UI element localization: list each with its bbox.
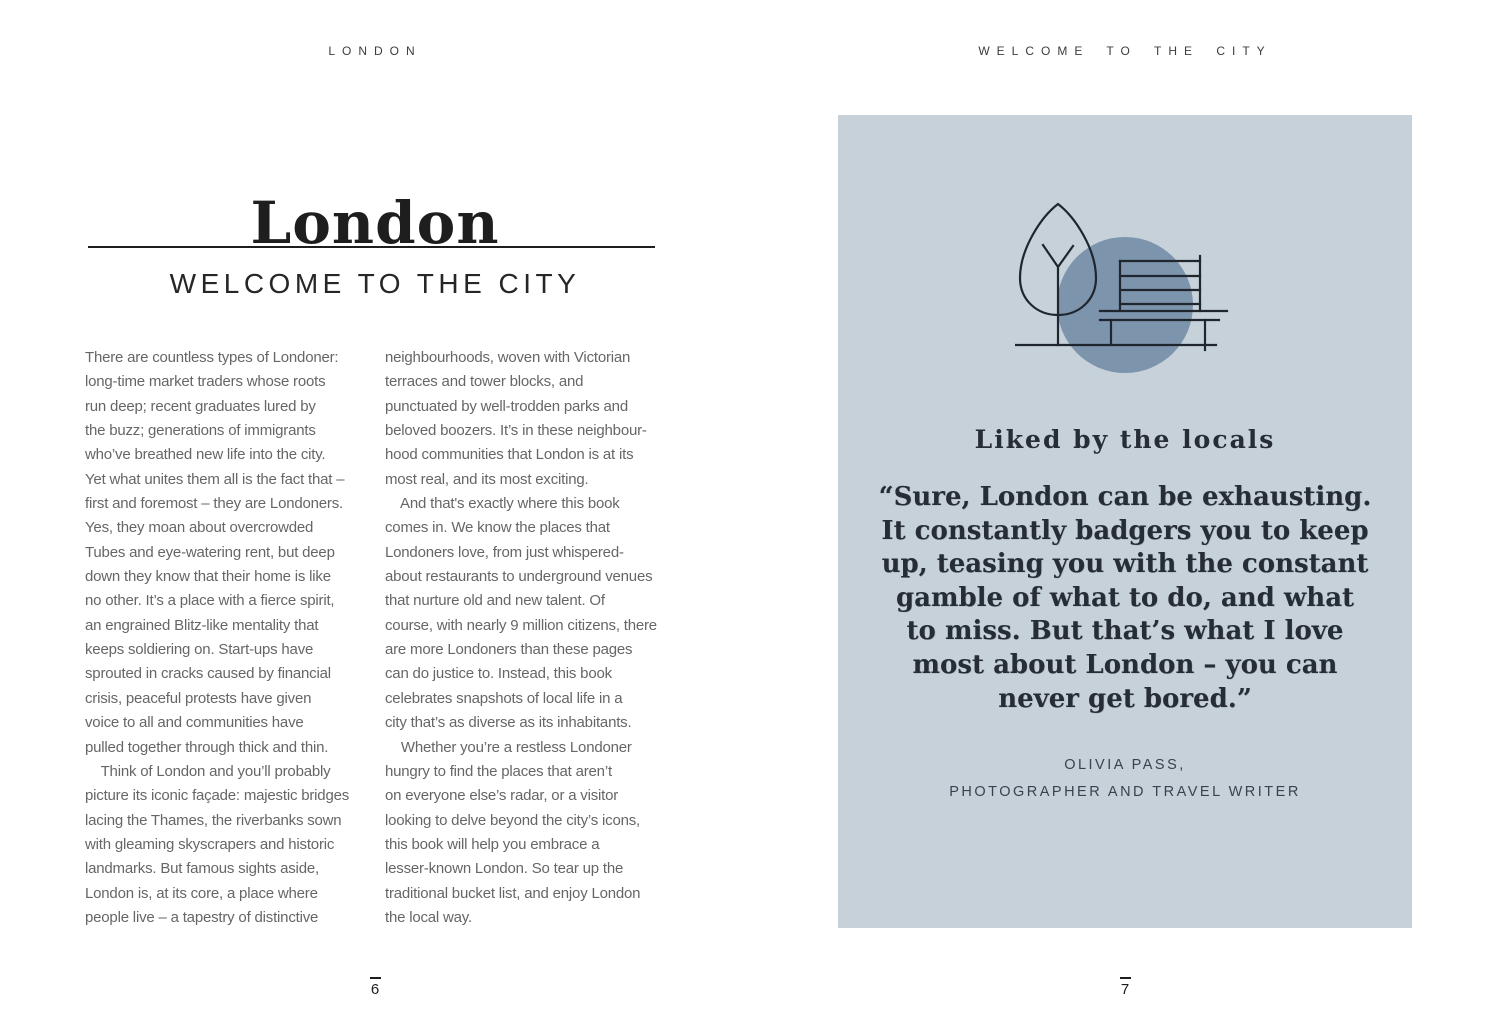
text-line: first and foremost – they are Londoners. <box>85 495 343 513</box>
text-line: Yes, they moan about overcrowded <box>85 519 314 537</box>
folio-left <box>0 977 750 999</box>
text-line: keeps soldiering on. Start-ups have <box>85 641 314 659</box>
page-right <box>750 0 1500 1035</box>
text-line: OLIVIA PASS, <box>1064 757 1186 773</box>
text-line: It constantly badgers you to keep <box>881 515 1369 546</box>
text-line: most about London – you can <box>912 649 1338 680</box>
text-line: neighbourhoods, woven with Victorian <box>385 349 631 366</box>
text-line: Tubes and eye-watering rent, but deep <box>85 543 335 561</box>
text-line: celebrates snapshots of local life in a <box>385 689 623 707</box>
text-line: Londoners love, from just whispered- <box>385 543 624 561</box>
text-line: are more Londoners than these pages <box>385 641 633 659</box>
text-line: can do justice to. Instead, this book <box>385 665 612 683</box>
text-line: city that’s as diverse as its inhabitants. <box>385 714 632 732</box>
text-line: run deep; recent graduates lured by <box>85 397 316 415</box>
page-subtitle: WELCOME TO THE CITY <box>169 268 581 299</box>
text-line: London is, at its core, a place where <box>85 884 318 902</box>
text-line: picture its iconic façade: majestic bridges <box>85 787 350 805</box>
body-column-left <box>85 346 381 930</box>
text-line: crisis, peaceful protests have given <box>85 689 312 707</box>
panel-heading: Liked by the locals <box>974 425 1276 454</box>
text-line: no other. It’s a place with a fierce spirit, <box>85 592 335 610</box>
text-line: down they know that their home is like <box>85 568 331 586</box>
page-title: London <box>250 189 500 257</box>
text-line: hungry to find the places that aren’t <box>385 762 612 780</box>
text-line: voice to all and communities have <box>85 714 304 732</box>
text-line: lacing the Thames, the riverbanks sown <box>85 811 342 829</box>
text-line: lesser-known London. So tear up the <box>385 860 624 878</box>
text-line: comes in. We know the places that <box>385 519 610 537</box>
text-line: people live – a tapestry of distinctive <box>85 908 319 926</box>
text-line: Yet what unites them all is the fact that – <box>85 470 345 488</box>
text-line: that nurture old and new talent. Of <box>385 592 605 610</box>
text-line: punctuated by well-trodden parks and <box>385 397 628 415</box>
text-line: hood communities that London is at its <box>385 446 634 464</box>
body-column-right <box>385 346 681 930</box>
text-line: Think of London and you’ll probably <box>85 762 331 780</box>
text-line: most real, and its most exciting. <box>385 470 589 488</box>
text-line: terraces and tower blocks, and <box>385 373 584 391</box>
text-line: PHOTOGRAPHER AND TRAVEL WRITER <box>949 784 1301 800</box>
pull-quote <box>838 481 1412 716</box>
running-header-left: LONDON <box>328 44 422 58</box>
text-line: up, teasing you with the constant <box>881 549 1369 580</box>
text-line: the local way. <box>385 908 472 926</box>
text-line: gamble of what to do, and what <box>895 582 1355 613</box>
folio-overline <box>1120 977 1131 979</box>
text-line: long-time market traders whose roots <box>85 373 326 391</box>
text-line: looking to delve beyond the city’s icons, <box>385 811 641 829</box>
quote-panel <box>838 115 1412 928</box>
text-line: with gleaming skyscrapers and historic <box>85 835 335 853</box>
text-line: about restaurants to underground venues <box>385 568 653 586</box>
text-line: never get bored.” <box>998 683 1252 714</box>
text-line: pulled together through thick and thin. <box>85 738 329 756</box>
folio-overline <box>370 977 381 979</box>
text-line: the buzz; generations of immigrants <box>85 422 316 440</box>
folio-right <box>750 977 1500 999</box>
text-line: landmarks. But famous sights aside, <box>85 860 319 878</box>
text-line: beloved boozers. It’s in these neighbour- <box>385 422 647 440</box>
quote-attribution <box>838 752 1412 806</box>
text-line: Whether you’re a restless Londoner <box>385 738 632 756</box>
text-line: an engrained Blitz-like mentality that <box>85 616 319 634</box>
text-line: to miss. But that’s what I love <box>906 616 1344 647</box>
tree-branch <box>1043 245 1073 267</box>
page-number: 7 <box>1120 981 1130 998</box>
text-line: on everyone else’s radar, or a visitor <box>385 787 619 805</box>
text-line: “Sure, London can be exhausting. <box>878 482 1372 512</box>
text-line: traditional bucket list, and enjoy London <box>385 884 641 902</box>
text-line: course, with nearly 9 million citizens, there <box>385 616 657 634</box>
text-line: this book will help you embrace a <box>385 835 600 853</box>
tree-and-bench-illustration <box>1015 199 1230 379</box>
text-line: And that's exactly where this book <box>385 495 620 513</box>
text-line: who’ve breathed new life into the city. <box>85 446 326 464</box>
page-number: 6 <box>370 981 380 998</box>
text-line: There are countless types of Londoner: <box>85 349 339 366</box>
running-header-right: WELCOME TO THE CITY <box>978 44 1272 58</box>
text-line: sprouted in cracks caused by financial <box>85 665 331 683</box>
